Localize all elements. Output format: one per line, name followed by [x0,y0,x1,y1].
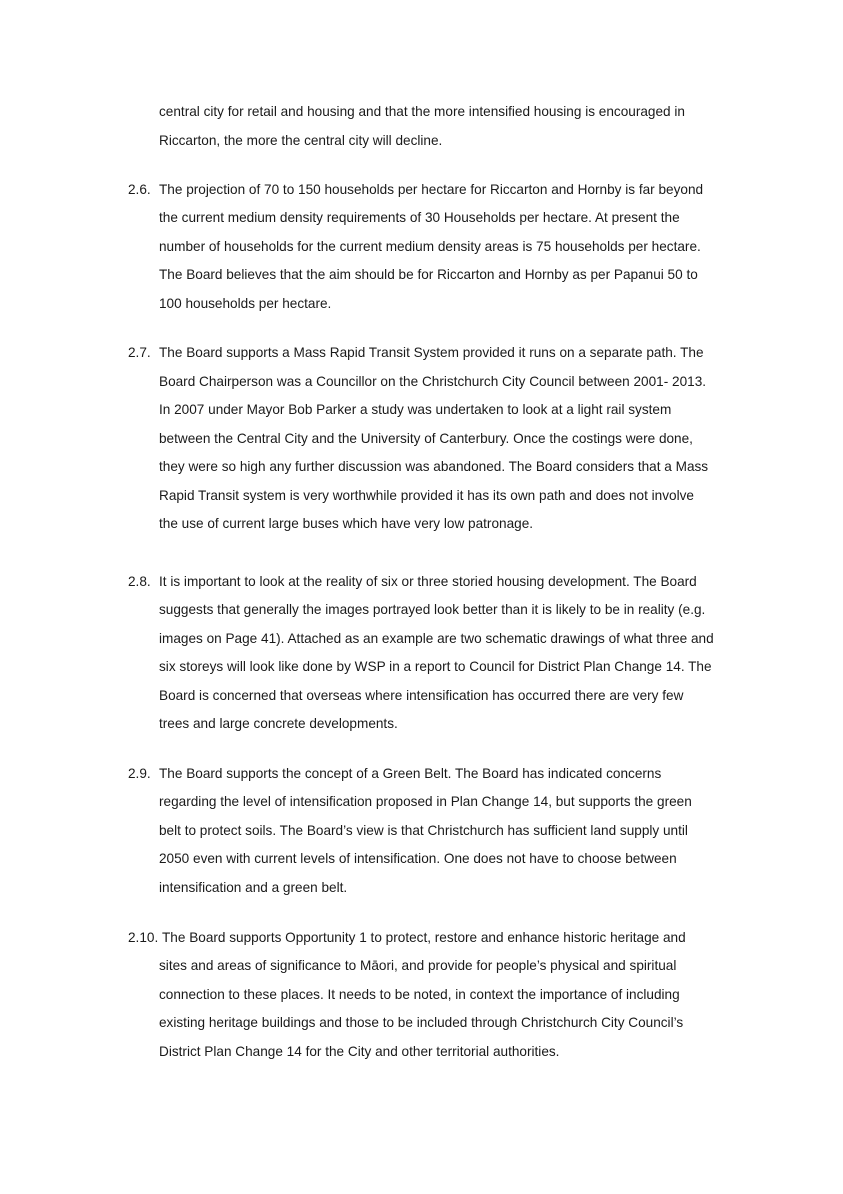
item-2-8-line: six storeys will look like done by WSP in a report to Council for District Plan Change 14. The [159,659,712,674]
item-2-8-line: Board is concerned that overseas where intensification has occurred there are very few [159,688,684,703]
item-2-6-line: 100 households per hectare. [159,296,332,311]
item-number-2-9: 2.9. [128,766,151,781]
item-2-10-line: District Plan Change 14 for the City and other territorial authorities. [159,1044,560,1059]
item-2-10-line: connection to these places. It needs to be noted, in context the importance of including [159,987,680,1002]
item-2-10-line: sites and areas of significance to Māori, and provide for people’s physical and spiritual [159,958,677,973]
item-2-7-line: the use of current large buses which have very low patronage. [159,516,534,531]
item-2-7-line: In 2007 under Mayor Bob Parker a study was undertaken to look at a light rail system [159,402,672,417]
item-2-7-line: The Board supports a Mass Rapid Transit System provided it runs on a separate path. The [159,345,704,360]
item-2-10-line: existing heritage buildings and those to be included through Christchurch City Council’s [159,1015,684,1030]
item-number-2-6: 2.6. [128,182,151,197]
item-2-9-line: belt to protect soils. The Board’s view is that Christchurch has sufficient land supply until [159,823,688,838]
item-2-8-line: suggests that generally the images portrayed look better than it is likely to be in reality (e.g. [159,602,706,617]
item-2-7-line: they were so high any further discussion was abandoned. The Board considers that a Mass [159,459,709,474]
item-2-9-line: intensification and a green belt. [159,880,348,895]
item-2-6-line: The Board believes that the aim should be for Riccarton and Hornby as per Papanui 50 to [159,267,698,282]
item-2-8-line: images on Page 41). Attached as an example are two schematic drawings of what three and [159,631,714,646]
item-2-6-line: The projection of 70 to 150 households per hectare for Riccarton and Hornby is far beyond [159,182,704,197]
item-2-6-line: number of households for the current medium density areas is 75 households per hectare. [159,239,701,254]
item-number-2-7: 2.7. [128,345,151,360]
item-2-9-line: 2050 even with current levels of intensification. One does not have to choose between [159,851,677,866]
item-2-10-line: The Board supports Opportunity 1 to protect, restore and enhance historic heritage and [162,930,686,945]
continuation-line: central city for retail and housing and that the more intensified housing is encouraged in [159,104,685,119]
item-number-2-8: 2.8. [128,574,151,589]
item-2-9-line: regarding the level of intensification proposed in Plan Change 14, but supports the green [159,794,692,809]
item-2-9-line: The Board supports the concept of a Green Belt. The Board has indicated concerns [159,766,662,781]
item-number-2-10: 2.10. [128,930,159,945]
item-2-7-line: Rapid Transit system is very worthwhile provided it has its own path and does not involve [159,488,694,503]
continuation-line: Riccarton, the more the central city will decline. [159,133,443,148]
item-2-8-line: It is important to look at the reality of six or three storied housing development. The Board [159,574,697,589]
item-2-6-line: the current medium density requirements of 30 Households per hectare. At present the [159,210,680,225]
item-2-7-line: Board Chairperson was a Councillor on the Christchurch City Council between 2001- 2013. [159,374,707,389]
item-2-8-line: trees and large concrete developments. [159,716,398,731]
item-2-7-line: between the Central City and the University of Canterbury. Once the costings were done, [159,431,693,446]
